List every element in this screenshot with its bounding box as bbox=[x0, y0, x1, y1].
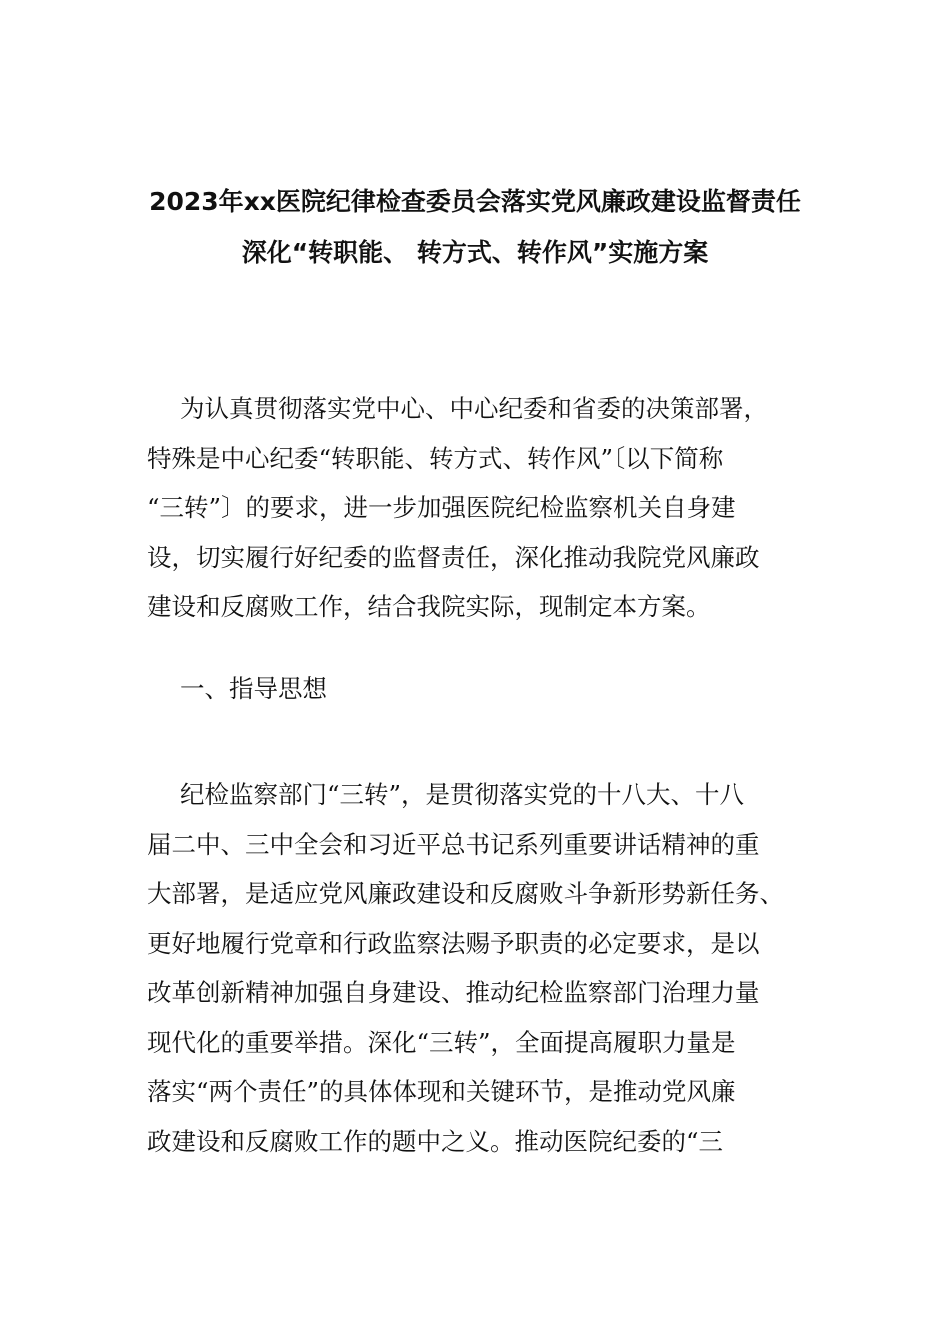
paragraph-line: 政建设和反腐败工作的题中之义。推动医院纪委的“三 bbox=[147, 1126, 724, 1156]
document-title-line-2: 深化“转职能、 转方式、转作风”实施方案 bbox=[241, 238, 709, 267]
guiding-thought-paragraph bbox=[147, 770, 807, 1166]
intro-paragraph bbox=[147, 384, 807, 632]
paragraph-line: 更好地履行党章和行政监察法赐予职责的必定要求，是以 bbox=[147, 928, 760, 958]
section-heading-text: 一、指导思想 bbox=[180, 674, 327, 703]
paragraph-line: “三转”〕的要求，进一步加强医院纪检监察机关自身建 bbox=[147, 493, 736, 522]
paragraph-line: 纪检监察部门“三转”，是贯彻落实党的十八大、十八 bbox=[180, 780, 745, 809]
paragraph-line: 现代化的重要举措。深化“三转”，全面提高履职力量是 bbox=[147, 1027, 736, 1057]
paragraph-line: 大部署，是适应党风廉政建设和反腐败斗争新形势新任务、 bbox=[147, 879, 784, 908]
paragraph-line: 落实“两个责任”的具体体现和关键环节，是推动党风廉 bbox=[147, 1077, 736, 1106]
section-heading bbox=[147, 664, 807, 714]
paragraph-line: 改革创新精神加强自身建设、推动纪检监察部门治理力量 bbox=[147, 978, 760, 1007]
paragraph-line: 建设和反腐败工作，结合我院实际，现制定本方案。 bbox=[147, 592, 711, 621]
paragraph-line: 届二中、三中全会和习近平总书记系列重要讲话精神的重 bbox=[147, 829, 760, 859]
paragraph-line: 特殊是中心纪委“转职能、转方式、转作风”〔以下简称 bbox=[147, 443, 724, 473]
paragraph-line: 为认真贯彻落实党中心、中心纪委和省委的决策部署， bbox=[180, 394, 768, 423]
document-title-line-1: 2023年xx医院纪律检查委员会落实党风廉政建设监督责任 bbox=[149, 187, 801, 216]
paragraph-line: 设，切实履行好纪委的监督责任，深化推动我院党风廉政 bbox=[147, 542, 760, 572]
